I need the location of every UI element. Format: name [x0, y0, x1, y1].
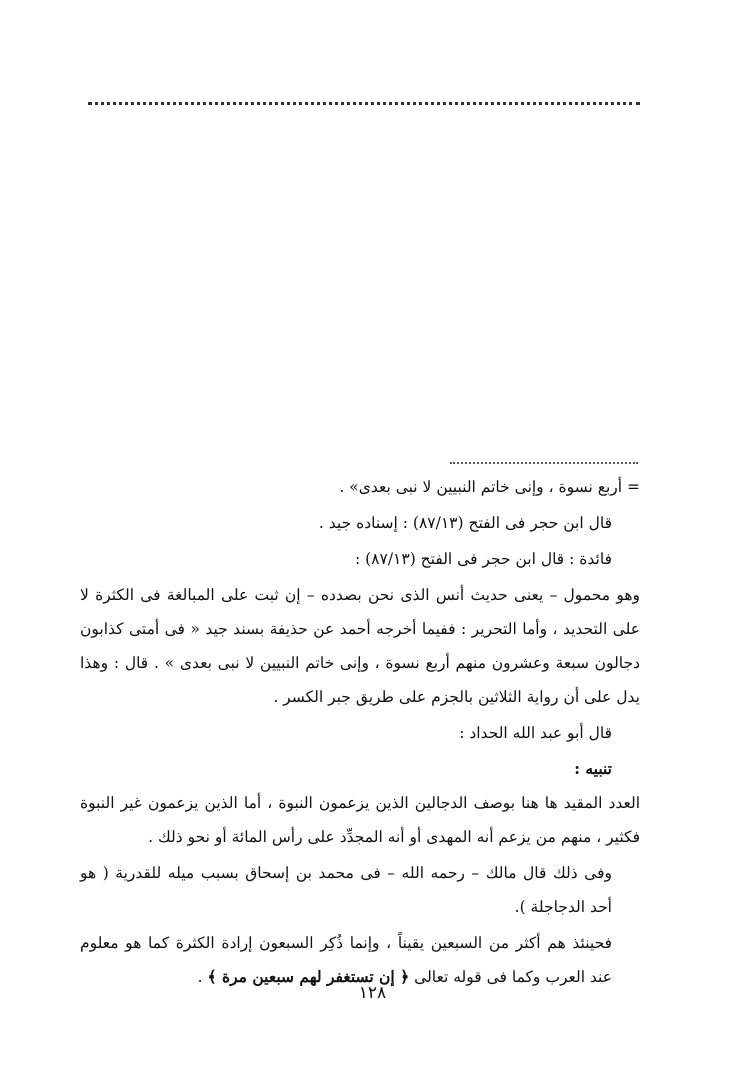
notice-paragraph-2: وفى ذلك قال مالك – رحمه الله – فى محمد بن إسحاق بسبب ميله للقدرية ( هو أحد الدجاجلة ).: [80, 864, 612, 916]
footnote-continuation-line: = أربع نسوة ، وإنى خاتم النبيين لا نبى بعدى» .: [339, 478, 640, 496]
haddad-attribution: قال أبو عبد الله الحداد :: [459, 724, 612, 742]
page-number: ١٢٨: [358, 983, 387, 1003]
notice-paragraph-3-text: فحينئذ هم أكثر من السبعين يقيناً ، وإنما ذُكِر السبعون إرادة الكثرة كما هو معلوم عند العرب وكما فى قوله تعالى: [80, 934, 612, 986]
page-body-text: [80, 470, 640, 994]
quran-verse: ﴿ إن تستغفر لهم سبعين مرة ﴾: [207, 967, 410, 986]
notice-heading: تنبيه :: [574, 759, 612, 778]
ibn-hajar-citation: قال ابن حجر فى الفتح (٨٧/١٣) : إسناده جيد .: [318, 514, 612, 532]
faida-paragraph: وهو محمول – يعنى حديث أنس الذى نحن بصدده – إن ثبت على المبالغة فى الكثرة لا على التحديد ، وأما التحرير : ففيما أخرجه أحمد عن حذيفة بسند جيد « فى أمتى كذابون دجالون سبعة وعشرون منهم أربع نسوة ، وإنى خاتم النبيين لا نبى بعدى » . قال : وهذا يدل على أن رواية الثلاثين بالجزم على طريق جبر الكسر .: [80, 586, 640, 706]
final-punctuation: .: [197, 968, 208, 986]
faida-heading: فائدة : قال ابن حجر فى الفتح (٨٧/١٣) :: [354, 550, 612, 568]
footnote-dotted-separator: [450, 462, 638, 464]
top-dotted-separator: [88, 102, 640, 105]
notice-paragraph-1: العدد المقيد ها هنا بوصف الدجالين الذين يزعمون النبوة ، أما الذين يزعمون غير النبوة فكثير ، منهم من يزعم أنه المهدى أو أنه المجدِّد على رأس المائة أو نحو ذلك .: [80, 794, 640, 846]
